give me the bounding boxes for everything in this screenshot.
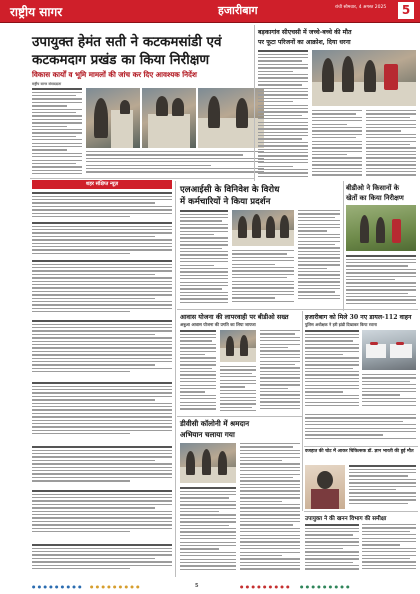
masthead-rule <box>0 22 420 23</box>
short-news-item <box>32 260 172 316</box>
page-footer: ● ● ● ● ● ● ● ● ● ● ● ● ● ● ● ● ● ● 5 ● ● ● ● ● ● ● ● ● ● ● ● ● ● ● ● ● ● <box>32 583 351 589</box>
dvc-headline-line2: अभियान चलाया गया <box>180 430 235 439</box>
mining-review-body-col2 <box>362 524 416 576</box>
vehicles-photo <box>362 330 416 370</box>
lead-headline-line1: उपायुक्त हेमंत सती ने कटकमसांडी एवं <box>32 34 222 50</box>
dvc-photo <box>180 443 236 483</box>
page-number: 5 <box>398 2 414 19</box>
masthead <box>0 0 420 22</box>
lead-photo-1 <box>86 88 140 148</box>
awas-photo <box>220 330 256 362</box>
lead-photo-2 <box>142 88 196 148</box>
doctor-body-col1 <box>349 465 416 509</box>
section-divider <box>304 511 418 512</box>
short-news-item <box>32 490 172 540</box>
footer-page-number: 5 <box>195 583 199 589</box>
dvc-body-col1 <box>180 487 236 575</box>
short-news-item <box>32 382 172 442</box>
bdo-photo <box>346 205 416 251</box>
bdo-headline-line2: खेतों का किया निरीक्षण <box>346 194 404 202</box>
section-divider <box>304 446 418 447</box>
top-right-photo <box>312 50 416 106</box>
short-news-band: शहर संक्षिप्त न्यूज़ <box>32 180 172 189</box>
column-divider <box>254 25 255 181</box>
awas-body-col3 <box>260 330 300 414</box>
lead-body-col1 <box>32 88 82 176</box>
vehicles-subhead: पुलिस अधीक्षक ने हरी झंडी दिखाकर किया रवाना <box>305 322 377 327</box>
district-title: हजारीबाग <box>218 4 258 17</box>
top-right-body-col3 <box>366 110 416 180</box>
lic-headline-line2: में कर्मचारियों ने किया प्रदर्शन <box>180 197 271 207</box>
awas-body-col2 <box>220 366 256 414</box>
dvc-body-col2 <box>240 443 300 575</box>
dateline: रांची सोमवार, 4 अगस्त 2025 <box>335 5 387 10</box>
newspaper-brand: राष्ट्रीय सागर <box>10 5 63 19</box>
short-news-item <box>32 446 172 486</box>
lead-headline-line2: कटकमदाग प्रखंड का किया निरीक्षण <box>32 52 210 68</box>
column-divider <box>343 181 344 311</box>
short-news-item <box>32 320 172 378</box>
lead-subhead: विकास कार्यों व भूमि मामलों की जांच कर दिए आवश्यक निर्देश <box>32 70 197 79</box>
short-news-item <box>32 222 172 256</box>
dvc-headline-line1: डीवीसी कॉलोनी में श्रमदान <box>180 419 250 428</box>
lic-photo <box>232 210 294 246</box>
short-news-item <box>32 192 172 218</box>
short-news-item <box>32 544 172 576</box>
lead-body-col2 <box>86 151 264 177</box>
top-right-body-col2 <box>312 110 362 180</box>
mining-review-headline: उपायुक्त ने की खनन विभाग की समीक्षा <box>305 516 387 522</box>
doctor-photo <box>305 465 345 509</box>
mining-review-body-col1 <box>305 524 359 576</box>
lic-headline-line1: एलआईसी के विनिवेश के विरोध <box>180 185 280 195</box>
top-right-headline-line1: बड़कागांव सीएचसी में जच्चे-बच्चे की मौत <box>258 29 352 36</box>
section-divider <box>177 309 418 310</box>
column-divider <box>175 181 176 577</box>
doctor-headline: वजहात की चोट में आकर चिकित्सक डॉ. ज्ञान भारती की हुई मौत <box>305 449 414 454</box>
awas-body-col1 <box>180 330 216 414</box>
lic-body-col1 <box>180 210 228 306</box>
vehicles-body-col3 <box>305 414 416 444</box>
top-right-headline-line2: पर फूटा परिजनों का आक्रोश, दिया धरना <box>258 39 351 46</box>
section-divider <box>30 178 254 179</box>
vehicles-headline: हजारीबाग को मिले 30 नए डायल-112 वाहन <box>305 314 412 321</box>
bdo-body <box>346 255 416 309</box>
vehicles-body-col1 <box>305 330 359 410</box>
top-right-body-col1 <box>258 50 308 180</box>
vehicles-body-col2 <box>362 374 416 410</box>
lic-body-col2 <box>232 250 294 306</box>
bdo-headline-line1: बीडीओ ने किसानों के <box>346 184 399 192</box>
section-divider <box>177 416 302 417</box>
column-divider <box>302 311 303 511</box>
awas-headline: आवास योजना की लापरवाही पर बीडीओ सख्त <box>180 313 289 321</box>
lead-kicker: राष्ट्रीय सागर संवाददाता <box>32 82 62 86</box>
lic-body-col3 <box>298 210 340 306</box>
awas-subhead: अबुआ आवास योजना की प्रगति का लिया जायजा <box>180 322 256 327</box>
